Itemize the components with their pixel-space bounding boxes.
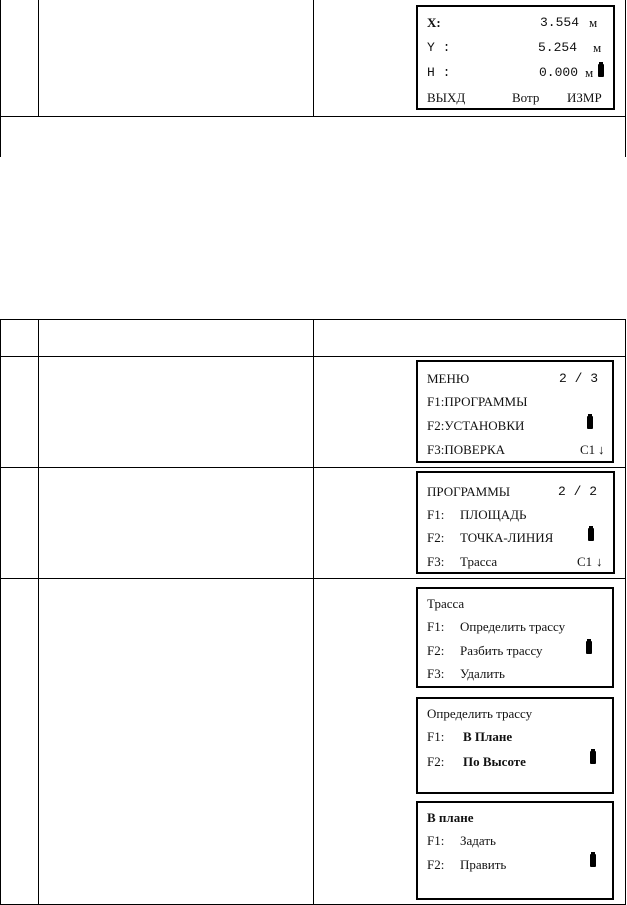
exit-soft-key[interactable]: ВЫХД [427, 90, 466, 105]
lcd-screen-route [416, 587, 614, 688]
reverse-soft-key[interactable]: Вотр [512, 90, 540, 105]
define-route-title-row [427, 707, 603, 725]
route-option-label: Удалить [460, 666, 505, 681]
coordinate-x-row [427, 16, 604, 34]
lcd-screen-coordinates [416, 5, 615, 110]
h-label: H : [427, 65, 451, 80]
battery-icon [598, 64, 604, 77]
program-item-route[interactable] [427, 555, 604, 573]
x-unit: м [589, 15, 598, 30]
program-label: ПЛОЩАДЬ [460, 507, 527, 522]
table-column-divider [38, 319, 39, 905]
y-unit: м [593, 40, 602, 55]
define-route-option-label: По Высоте [463, 754, 526, 769]
route-title-row [427, 597, 603, 615]
menu-item-label: F2:УСТАНОВКИ [427, 418, 525, 433]
h-unit: м [585, 65, 594, 80]
coordinate-h-row [427, 66, 604, 84]
measure-soft-key[interactable]: ИЗМР [567, 90, 602, 105]
arrow-down-icon: ↓ [596, 554, 603, 569]
in-plan-title-row [427, 811, 603, 829]
table-row-divider [0, 578, 626, 579]
define-route-option-label: В Плане [463, 729, 513, 744]
battery-icon [587, 416, 593, 429]
menu-item-check[interactable] [427, 443, 603, 461]
define-route-item-height[interactable] [427, 755, 603, 773]
arrow-down-icon: ↓ [598, 442, 605, 457]
program-item-area[interactable] [427, 508, 604, 526]
battery-icon [586, 641, 592, 654]
function-key-label: F3: [427, 554, 445, 569]
battery-icon [590, 751, 596, 764]
programs-title: ПРОГРАММЫ [427, 484, 511, 499]
lcd-screen-programs [416, 471, 615, 574]
program-label: Трасса [460, 554, 498, 569]
function-key-label: F1: [427, 619, 445, 634]
table-row-divider [0, 467, 626, 468]
x-label: X: [427, 15, 441, 30]
menu-title-row [427, 372, 603, 390]
table-column-divider [313, 319, 314, 905]
in-plan-option-label: Задать [460, 833, 496, 848]
battery-icon [588, 528, 594, 541]
page-indicator: 2 / 2 [558, 484, 598, 499]
table-column-divider [313, 0, 314, 116]
shift-indicator: C1 [577, 554, 593, 569]
programs-title-row [427, 485, 604, 503]
route-option-label: Определить трассу [460, 619, 566, 634]
y-value: 5.254 [538, 40, 578, 55]
y-label: Y : [427, 40, 451, 55]
battery-icon [590, 854, 596, 867]
route-title: Трасса [427, 596, 465, 611]
table-row-divider [0, 319, 626, 320]
page-indicator: 2 / 3 [559, 371, 599, 386]
menu-item-label: F1:ПРОГРАММЫ [427, 394, 528, 409]
function-key-label: F2: [427, 643, 445, 658]
table-border-right [625, 0, 626, 157]
function-key-label: F2: [427, 530, 445, 545]
function-key-label: F1: [427, 729, 445, 744]
define-route-title: Определить трассу [427, 706, 533, 721]
menu-item-settings[interactable] [427, 419, 603, 437]
shift-indicator: C1 [580, 442, 596, 457]
h-value: 0.000 [539, 65, 579, 80]
in-plan-option-label: Править [460, 857, 507, 872]
function-key-label: F1: [427, 833, 445, 848]
lcd-screen-menu [416, 360, 614, 463]
route-item-stakeout[interactable] [427, 644, 603, 662]
function-key-label: F1: [427, 507, 445, 522]
function-key-label: F2: [427, 754, 445, 769]
in-plan-item-edit[interactable] [427, 858, 603, 876]
program-item-point-line[interactable] [427, 531, 604, 549]
in-plan-title: В плане [427, 810, 474, 825]
table-row-divider [0, 356, 626, 357]
define-route-item-plan[interactable] [427, 730, 603, 748]
route-item-delete[interactable] [427, 667, 603, 685]
menu-title: МЕНЮ [427, 371, 470, 386]
coordinate-y-row [427, 41, 604, 59]
function-key-label: F2: [427, 857, 445, 872]
menu-item-programs[interactable] [427, 395, 603, 413]
route-item-define[interactable] [427, 620, 603, 638]
table-column-divider [38, 0, 39, 116]
lcd-screen-define-route [416, 697, 614, 794]
x-value: 3.554 [540, 15, 580, 30]
lcd-screen-in-plan [416, 801, 614, 900]
function-key-label: F3: [427, 666, 445, 681]
menu-item-label: F3:ПОВЕРКА [427, 442, 506, 457]
route-option-label: Разбить трассу [460, 643, 543, 658]
table-border-right [625, 319, 626, 905]
table-border-left [0, 0, 1, 157]
in-plan-item-set[interactable] [427, 834, 603, 852]
program-label: ТОЧКА-ЛИНИЯ [460, 530, 554, 545]
soft-key-row [427, 91, 604, 109]
table-row-divider [0, 116, 626, 117]
table-border-left [0, 319, 1, 905]
